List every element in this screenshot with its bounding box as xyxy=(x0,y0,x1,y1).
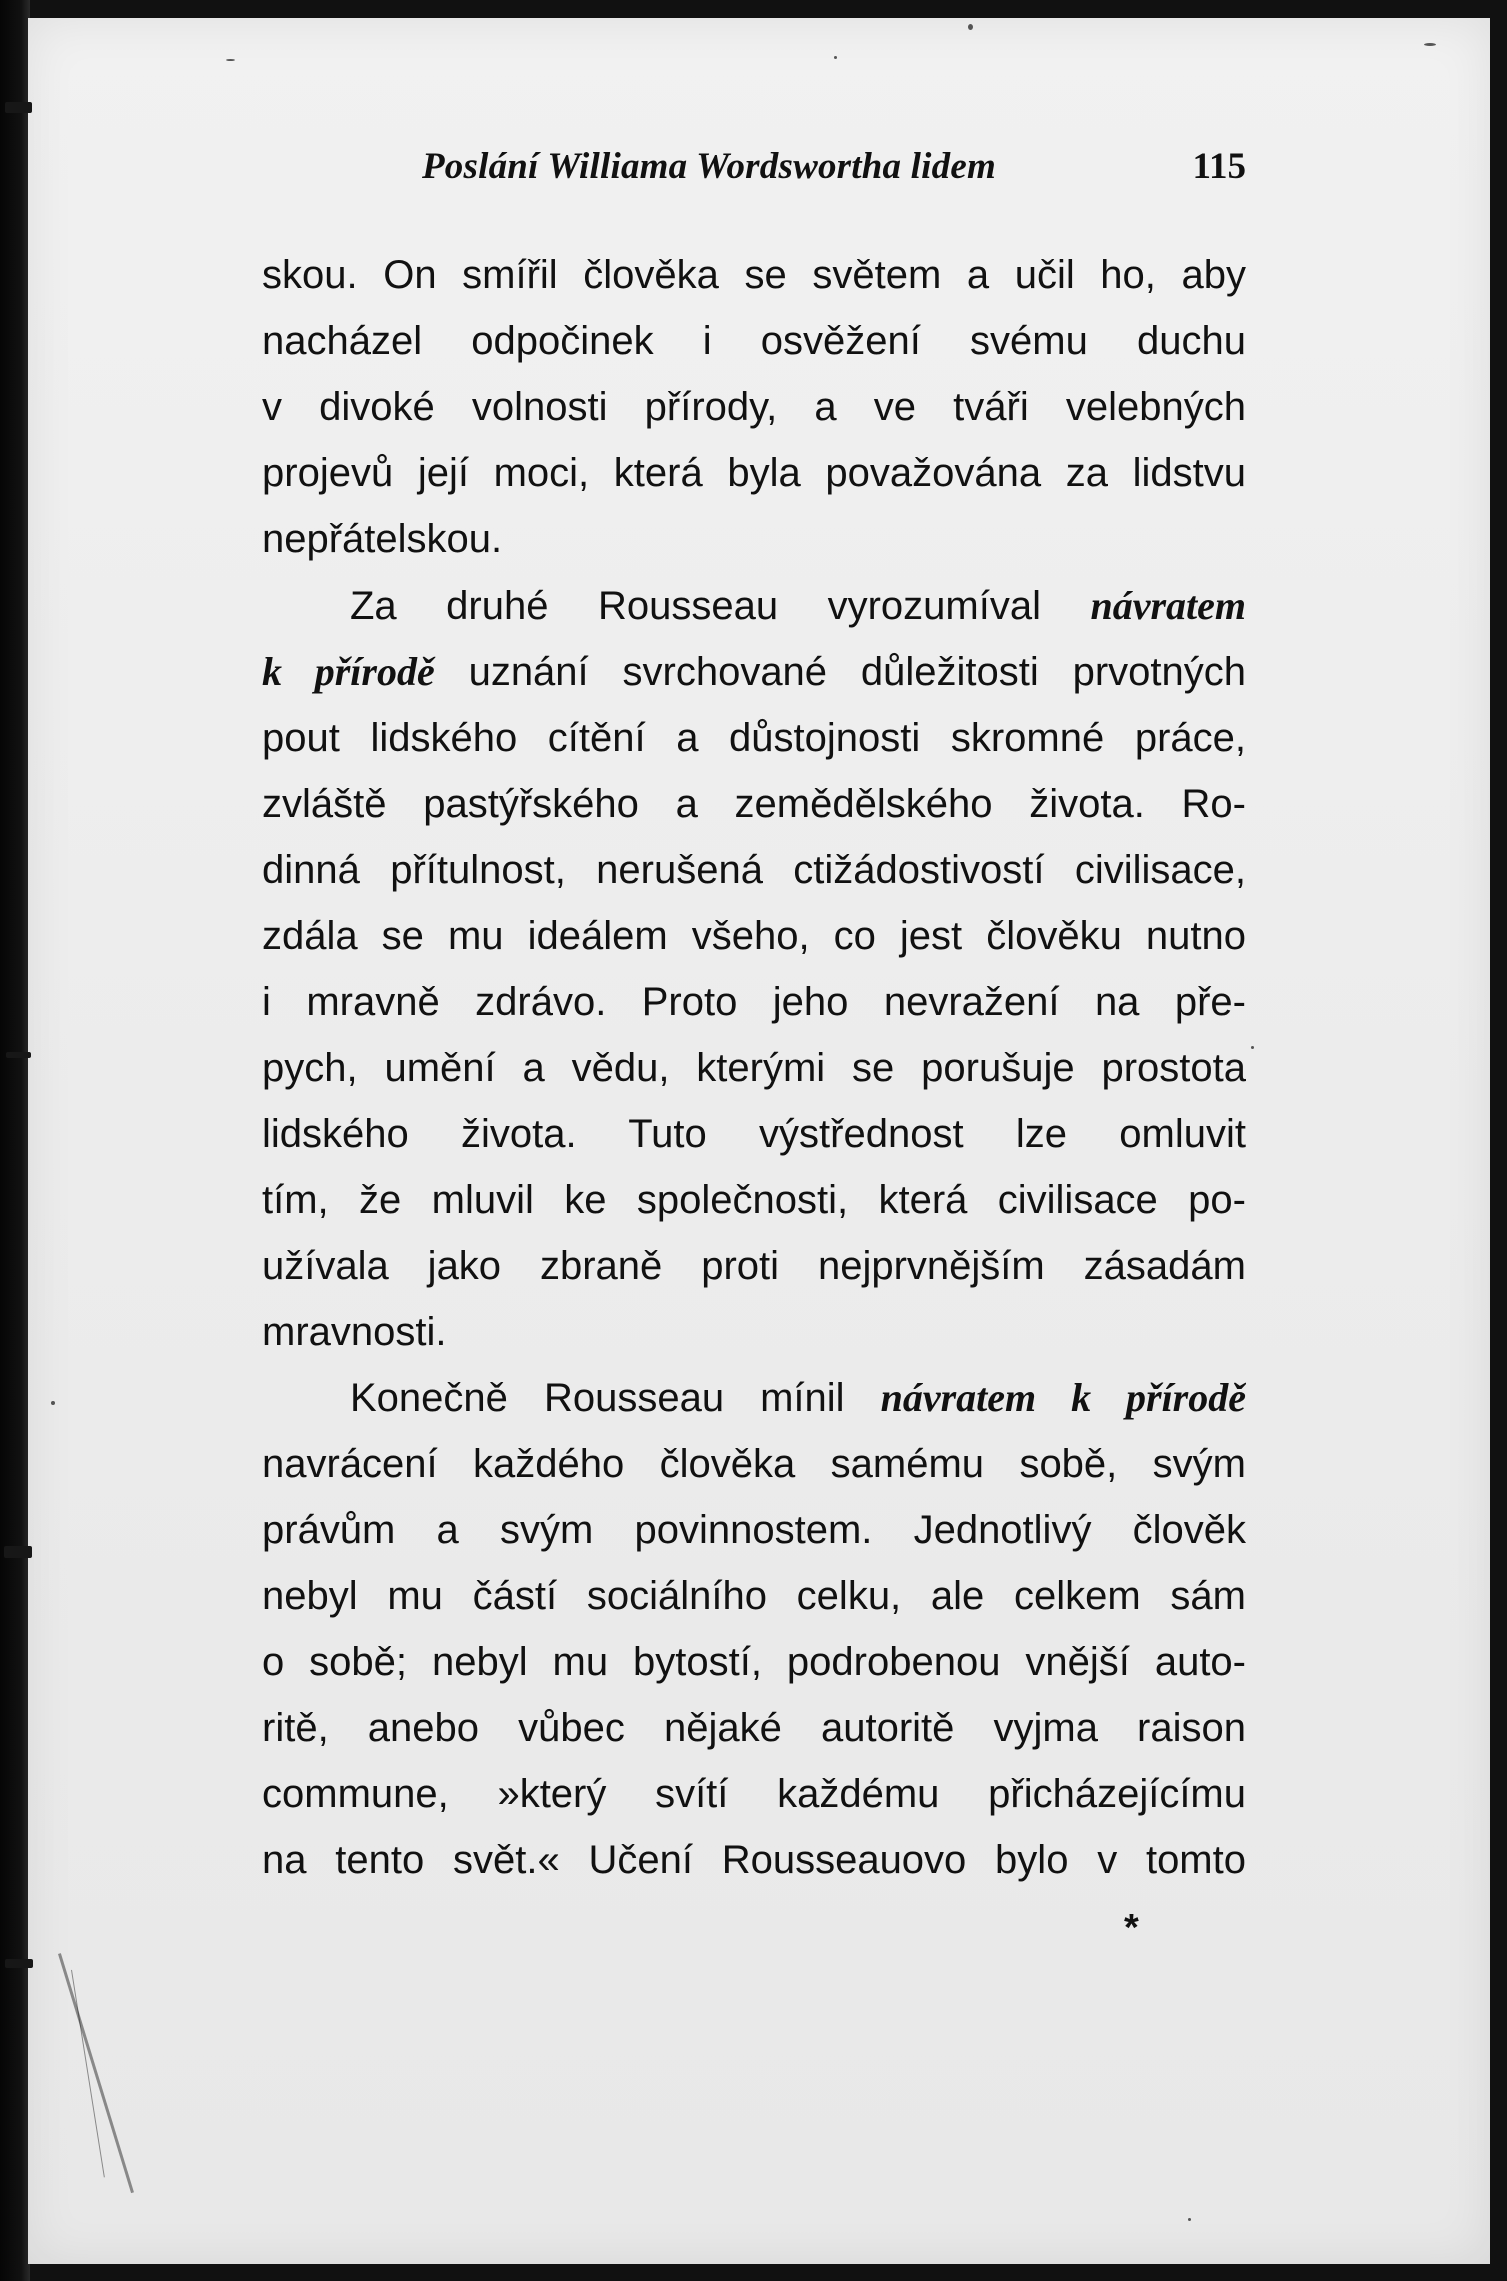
body-line: dinná přítulnost, nerušená ctižádostivostí civilisace, xyxy=(262,848,1246,892)
body-line: commune, »který svítí každému přicházejícímu xyxy=(262,1772,1246,1816)
paper-speck xyxy=(1188,2218,1191,2221)
body-line: pych, umění a vědu, kterými se porušuje prostota xyxy=(262,1046,1246,1090)
paper-speck xyxy=(51,1401,55,1405)
body-line: Konečně Rousseau mínil návratem k přírodě xyxy=(350,1375,1246,1420)
paper-speck xyxy=(968,24,973,30)
body-line: o sobě; nebyl mu bytostí, podrobenou vnější auto- xyxy=(262,1640,1246,1684)
paper-speck xyxy=(834,56,837,59)
body-line: ritě, anebo vůbec nějaké autoritě vyjma raison xyxy=(262,1706,1246,1750)
body-line: lidského života. Tuto výstřednost lze omluvit xyxy=(262,1112,1246,1156)
body-line: nacházel odpočinek i osvěžení svému duchu xyxy=(262,319,1246,363)
body-line: tím, že mluvil ke společnosti, která civilisace po- xyxy=(262,1178,1246,1222)
paper-speck xyxy=(1424,43,1436,46)
body-line: nepřátelskou. xyxy=(262,517,503,561)
body-line: právům a svým povinnostem. Jednotlivý člověk xyxy=(262,1508,1246,1552)
book-binding-edge xyxy=(0,0,30,2281)
body-line: v divoké volnosti přírody, a ve tváři velebných xyxy=(262,385,1246,429)
body-line: k přírodě uznání svrchované důležitosti prvotných xyxy=(262,649,1246,694)
binding-mark xyxy=(5,102,32,113)
binding-mark xyxy=(5,1959,33,1968)
body-line: užívala jako zbraně proti nejprvnějším zásadám xyxy=(262,1244,1246,1288)
paper-speck xyxy=(1251,1046,1254,1049)
italic-emphasis: k přírodě xyxy=(262,649,435,694)
binding-mark xyxy=(4,1546,32,1558)
italic-emphasis: návratem k přírodě xyxy=(880,1375,1246,1420)
running-header xyxy=(262,145,1246,195)
binding-mark xyxy=(6,1052,31,1058)
body-line: mravnosti. xyxy=(262,1310,447,1354)
body-line: zvláště pastýřského a zemědělského života. Ro- xyxy=(262,782,1246,826)
body-line: nebyl mu částí sociálního celku, ale celkem sám xyxy=(262,1574,1246,1618)
body-line: projevů její moci, která byla považována za lidstvu xyxy=(262,451,1246,495)
running-title: Poslání Williama Wordswortha lidem xyxy=(422,146,996,187)
body-line: na tento svět.« Učení Rousseauovo bylo v tomto xyxy=(262,1838,1246,1882)
paper-speck xyxy=(226,59,235,61)
body-line: i mravně zdrávo. Proto jeho nevražení na pře- xyxy=(262,980,1246,1024)
body-line: pout lidského cítění a důstojnosti skromné práce, xyxy=(262,716,1246,760)
page-number: 115 xyxy=(1192,146,1246,187)
body-line: navrácení každého člověka samému sobě, svým xyxy=(262,1442,1246,1486)
body-line: skou. On smířil člověka se světem a učil ho, aby xyxy=(262,253,1246,297)
body-line: Za druhé Rousseau vyrozumíval návratem xyxy=(350,583,1246,628)
signature-mark: * xyxy=(1124,1907,1139,1949)
body-line: zdála se mu ideálem všeho, co jest člověku nutno xyxy=(262,914,1246,958)
italic-emphasis: návratem xyxy=(1090,583,1246,628)
